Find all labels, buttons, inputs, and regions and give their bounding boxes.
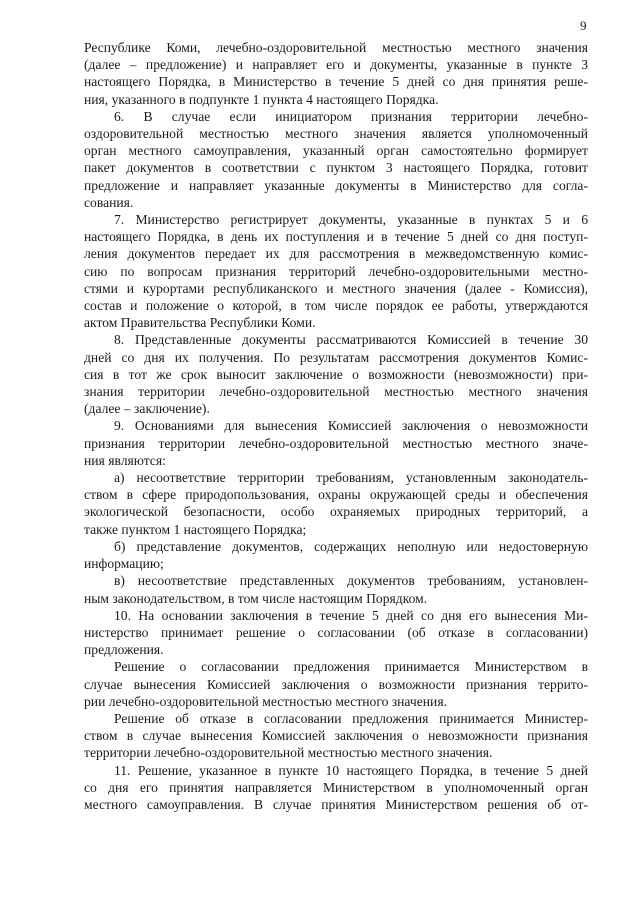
document-body bbox=[84, 39, 588, 813]
paragraph-line: ным законодательством, в том числе настоящим Порядком. bbox=[84, 590, 428, 606]
paragraph bbox=[84, 331, 588, 417]
paragraph-line: дней со дня их получения. По результатам рассмотрения документов Комис- bbox=[84, 349, 588, 365]
paragraph-line: сию по вопросам признания территорий лечебно-оздоровительными местно- bbox=[84, 263, 588, 279]
paragraph-line: также пунктом 1 настоящего Порядка; bbox=[84, 521, 307, 537]
paragraph bbox=[84, 658, 588, 710]
paragraph-line: Решение о согласовании предложения принимается Министерством в bbox=[114, 659, 588, 675]
paragraph bbox=[84, 469, 588, 538]
paragraph-line: состав и положение о которой, в том числе порядок ее работы, утверждаются bbox=[84, 298, 588, 314]
paragraph-line: ством в сфере природопользования, охраны окружающей среды и обеспечения bbox=[84, 487, 588, 503]
paragraph bbox=[84, 417, 588, 469]
paragraph-line: ния являются: bbox=[84, 452, 166, 468]
paragraph-line: актом Правительства Республики Коми. bbox=[84, 315, 316, 331]
page-number: 9 bbox=[580, 18, 587, 33]
paragraph-line: орган местного самоуправления, указанный орган самостоятельно формирует bbox=[84, 143, 588, 159]
paragraph-line: 11. Решение, указанное в пункте 10 настоящего Порядка, в течение 5 дней bbox=[114, 762, 588, 778]
paragraph-line: пакет документов в соответствии с пунктом 3 настоящего Порядка, готовит bbox=[84, 160, 588, 176]
paragraph bbox=[84, 538, 588, 572]
paragraph-line: случае вынесения Комиссией заключения о возможности признания террито- bbox=[84, 676, 588, 692]
paragraph-line: предложение и направляет указанные документы в Министерство для согла- bbox=[84, 177, 588, 193]
paragraph-line: признания территории лечебно-оздоровительной местностью местного значе- bbox=[84, 435, 588, 451]
paragraph-line: 10. На основании заключения в течение 5 дней со дня его вынесения Ми- bbox=[114, 607, 588, 623]
paragraph-line: 7. Министерство регистрирует документы, указанные в пунктах 5 и 6 bbox=[114, 212, 588, 228]
paragraph-line: со дня его принятия направляется Министерством в уполномоченный орган bbox=[84, 779, 588, 795]
paragraph-line: сования. bbox=[84, 194, 134, 210]
paragraph-line: ления документов передает их для рассмотрения в межведомственную комис- bbox=[84, 246, 588, 262]
paragraph-line: нистерство принимает решение о согласовании (об отказе в согласовании) bbox=[84, 624, 588, 640]
paragraph-line: экологической безопасности, особо охраняемых природных территорий, а bbox=[84, 504, 588, 520]
paragraph-line: 9. Основаниями для вынесения Комиссией заключения о невозможности bbox=[114, 418, 588, 434]
paragraph-line: (далее – заключение). bbox=[84, 401, 210, 417]
paragraph-line: сия в тот же срок выносит заключение о возможности (невозможности) при- bbox=[84, 366, 588, 382]
paragraph-line: ния, указанного в подпункте 1 пункта 4 настоящего Порядка. bbox=[84, 91, 439, 107]
paragraph-line: местного самоуправления. В случае принятия Министерством решения об от- bbox=[84, 796, 588, 812]
paragraph-line: предложения. bbox=[84, 642, 164, 658]
paragraph bbox=[84, 572, 588, 606]
paragraph-line: стями и курортами республиканского и местного значения (далее - Комиссия), bbox=[84, 280, 588, 296]
paragraph bbox=[84, 211, 588, 331]
paragraph-line: настоящего Порядка, в Министерство в течение 5 дней со дня принятия реше- bbox=[84, 74, 588, 90]
paragraph-line: 6. В случае если инициатором признания территории лечебно- bbox=[114, 108, 588, 124]
paragraph-line: 8. Представленные документы рассматриваются Комиссией в течение 30 bbox=[114, 332, 588, 348]
paragraph-line: информацию; bbox=[84, 556, 164, 572]
paragraph bbox=[84, 762, 588, 814]
paragraph-line: а) несоответствие территории требованиям, установленным законодатель- bbox=[114, 470, 588, 486]
paragraph bbox=[84, 710, 588, 762]
paragraph-line: Республике Коми, лечебно-оздоровительной местностью местного значения bbox=[84, 40, 588, 55]
paragraph-line: знания территории лечебно-оздоровительной местностью местного значения bbox=[84, 384, 588, 400]
paragraph-line: б) представление документов, содержащих неполную или недостоверную bbox=[114, 538, 588, 554]
paragraph bbox=[84, 108, 588, 211]
paragraph-line: территории лечебно-оздоровительной местностью местного значения. bbox=[84, 745, 493, 761]
paragraph bbox=[84, 39, 588, 108]
paragraph-line: рии лечебно-оздоровительной местностью местного значения. bbox=[84, 693, 447, 709]
paragraph-line: настоящего Порядка, в день их поступления и в течение 5 дней со дня поступ- bbox=[84, 229, 588, 245]
paragraph bbox=[84, 607, 588, 659]
paragraph-line: (далее – предложение) и направляет его и документы, указанные в пункте 3 bbox=[84, 57, 588, 73]
paragraph-line: ством в случае вынесения Комиссией заключения о невозможности признания bbox=[84, 728, 588, 744]
paragraph-line: в) несоответствие представленных документов требованиям, установлен- bbox=[114, 573, 588, 589]
paragraph-line: Решение об отказе в согласовании предложения принимается Министер- bbox=[114, 710, 588, 726]
paragraph-line: оздоровительной местностью местного значения является уполномоченный bbox=[84, 126, 588, 142]
